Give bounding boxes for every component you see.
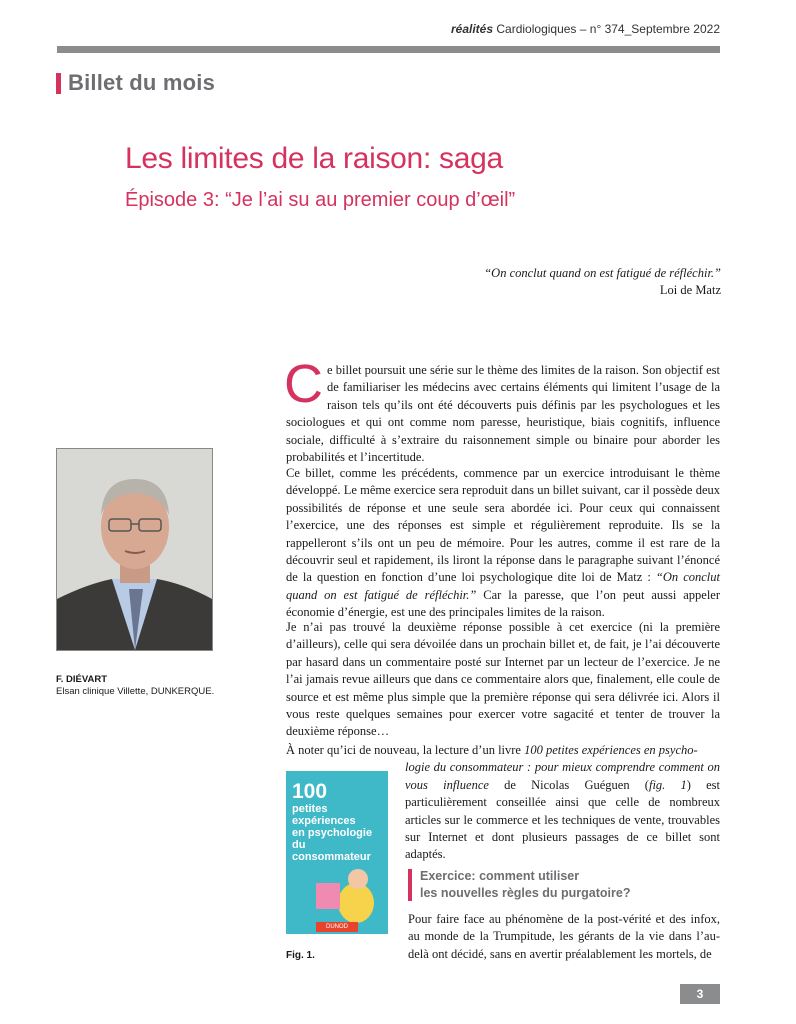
epigraph: [484, 265, 721, 299]
book-cover-line: du consommateur: [292, 839, 371, 863]
epigraph-quote: “On conclut quand on est fatigué de réfléchir.”: [484, 266, 721, 280]
article-title: Les limites de la raison: saga: [125, 142, 503, 175]
section-title: Billet du mois: [68, 70, 216, 95]
exercise-subhead: [408, 868, 630, 902]
book-cover-line: petites: [292, 803, 328, 815]
subhead-text: [420, 868, 630, 902]
figure-reference: fig. 1: [648, 777, 687, 792]
paragraph-3: [286, 619, 720, 741]
book-cover-line: expériences: [292, 815, 356, 827]
book-title-part-2: logie du consommateur : pour mieux comprendre comment on vous influence: [405, 760, 720, 792]
book-cover-illustration: [286, 771, 388, 934]
paragraph-2-start: Ce billet, comme les précédents, commence par un exercice introduisant le thème développé. Le même exercice sera reproduit dans un billet suivant, car il possède deux possibilités de réponse et une seule sera abordée ici. Pour ceux qui connaissent l’exercice, une des réponses est simple et régulièrement reproduite. Ils se la rappelleront s’ils ont un peu de mémoire. Pour les autres, comme il est rare de la découvrir seul et rapidement, ils liront la réponse dans le paragraphe suivant l’énoncé de la question en fonction d’une loi psychologique dite loi de Matz :: [286, 466, 720, 585]
paragraph-3-text: Je n’ai pas trouvé la deuxième réponse possible à cet exercice (ni la première d’ailleurs), celle qui sera dévoilée dans un prochain billet et, de fait, je l’ai découverte par hasard dans un commentaire posté sur Internet par un lecteur de l’exercice. Je ne l’ai jamais revue ailleurs que dans ce commentaire alors que, finalement, elle coule de source et est même plus simple que la première réponse qui sera délivrée ici. Alors il vous reste quelques semaines pour exercer votre sagacité et tenter de trouver la deuxième réponse…: [286, 620, 720, 739]
author-affiliation: Elsan clinique Villette, DUNKERQUE.: [56, 686, 215, 697]
epigraph-source: Loi de Matz: [659, 283, 721, 297]
page-number: 3: [680, 984, 720, 1004]
paragraph-4-lead: À noter qu’ici de nouveau, la lecture d’un livre: [286, 743, 525, 757]
author-photo: [56, 448, 213, 651]
subhead-line: Exercice: comment utiliser: [420, 869, 580, 883]
drop-cap: C: [284, 354, 323, 414]
paragraph-4-end: ) est particulièrement conseillée ainsi que celle de nombreux articles sur le commerce et les techniques de vente, trouvables sur Internet et dont plusieurs passages de ce billet sont adaptés.: [405, 777, 720, 862]
paragraph-1: [284, 354, 720, 466]
paragraph-1-text: e billet poursuit une série sur le thème des limites de la raison. Son objectif est de familiariser les médecins avec certains éléments qui limitent l’usage de la raison tels qu’ils ont été découverts puis définis par les psychologues et les sociologues et qui ont comme nom paresse, heuristique, biais cognitifs, influence sociale, difficulté à s’extraire du raisonnement simple ou binaire pour aborder les probabilités et l’incertitude.: [286, 363, 720, 465]
paragraph-2-quote: “On conclut quand on est fatigué de réfléchir.”: [286, 570, 720, 602]
paragraph-4-mid: de Nicolas Guéguen (: [488, 777, 649, 792]
section-tag: [56, 70, 215, 96]
figure-caption: Fig. 1.: [286, 950, 315, 961]
book-cover-number: 100: [292, 780, 328, 803]
paragraph-5: Pour faire face au phénomène de la post-vérité et des infox, au monde de la Trumpitude, les gérants de la vie dans l’au-delà ont décidé, sans en avertir préalablement les mortels, de: [408, 912, 720, 961]
header-rule: [57, 46, 720, 53]
paragraph-2-end: Car la paresse, que l’on peut aussi appeler économie d’énergie, est une des principales limites de la raison.: [286, 587, 721, 620]
subhead-marker: [408, 869, 412, 901]
paragraph-2: [286, 465, 720, 622]
journal-header: [451, 22, 720, 36]
book-cover-line: en psychologie: [292, 827, 373, 839]
section-marker: [56, 73, 61, 94]
author-name: F. DIÉVART: [56, 674, 108, 685]
author-portrait-image: [57, 449, 212, 650]
article-subtitle: Épisode 3: “Je l’ai su au premier coup d’œil”: [125, 189, 516, 211]
journal-issue: Cardiologiques – n° 374_Septembre 2022: [496, 22, 720, 36]
book-title-part-1: 100 petites expériences en psycho-: [524, 743, 698, 757]
book-cover-figure: [286, 771, 388, 934]
subhead-line: les nouvelles règles du purgatoire?: [420, 886, 631, 900]
journal-brand: réalités: [451, 22, 494, 36]
book-publisher: DUNOD: [316, 922, 358, 932]
